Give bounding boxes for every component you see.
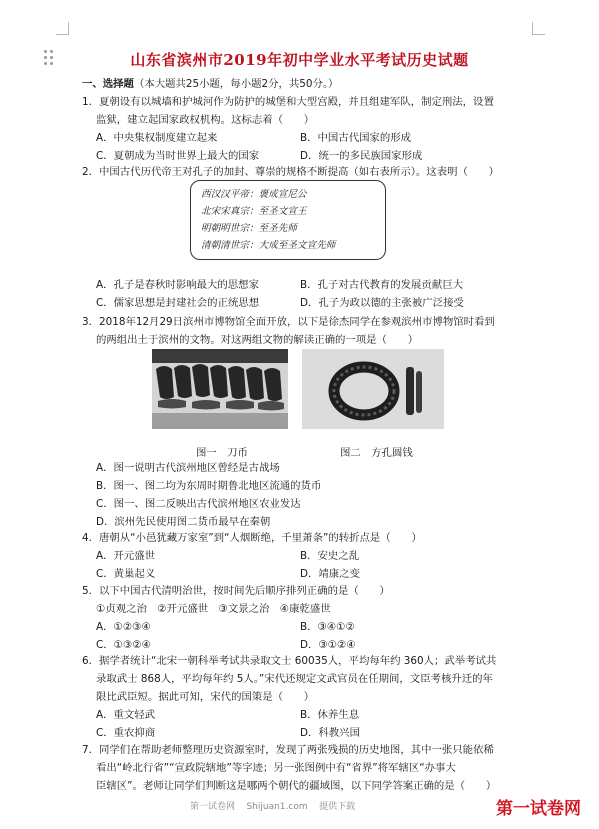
question-5-stem: 5．以下中国古代清明治世，按时间先后顺序排列正确的是（ ） bbox=[82, 585, 390, 597]
question-6-stem-cont: 限比武臣短。据此可知，宋代的国策是（ ） bbox=[96, 691, 315, 703]
question-2-stem: 2．中国古代历代帝王对孔子的加封、尊崇的规格不断提高（如右表所示）。这表明（ ） bbox=[82, 166, 500, 178]
page-corner-marker bbox=[532, 22, 545, 35]
title-entry: 明朝明世宗：至圣先师 bbox=[201, 223, 297, 234]
question-5-option-d[interactable]: D．③①②④ bbox=[300, 639, 356, 651]
question-1-stem: 1．夏朝设有以城墙和护城河作为防护的城堡和大型宫殿，并且组建军队，制定刑法，设置 bbox=[82, 96, 494, 108]
title-entry: 北宋宋真宗：至圣文宣王 bbox=[201, 206, 307, 217]
question-4-option-b[interactable]: B．安史之乱 bbox=[300, 550, 360, 562]
question-5-option-b[interactable]: B．③④①② bbox=[300, 621, 355, 633]
title-entry: 西汉汉平帝：褒成宣尼公 bbox=[201, 189, 307, 200]
question-4-option-c[interactable]: C．黄巢起义 bbox=[96, 568, 156, 580]
question-6-stem: 6．据学者统计“北宋一朝科举考试共录取文士 60035人，平均每年约 360人；武举考试共 bbox=[82, 655, 497, 667]
question-7-stem-cont: 看出“岭北行省”“宣政院辖地”等字迹；另一张图例中有“省界”将军辖区“办事大 bbox=[96, 762, 456, 774]
question-2-option-b[interactable]: B．孔子对古代教育的发展贡献巨大 bbox=[300, 279, 463, 291]
figure-2-caption: 图二 方孔圆钱 bbox=[340, 447, 413, 459]
question-4-option-d[interactable]: D．靖康之变 bbox=[300, 568, 360, 580]
question-5-items: ①贞观之治 ②开元盛世 ③文景之治 ④康乾盛世 bbox=[96, 603, 331, 615]
knife-coin-icon bbox=[152, 349, 288, 429]
question-5-option-a[interactable]: A．①②③④ bbox=[96, 621, 151, 633]
page-footer bbox=[190, 799, 355, 812]
question-3-stem-cont: 的两组出土于滨州的文物。对这两组文物的解读正确的一项是（ ） bbox=[96, 334, 419, 346]
question-2-option-d[interactable]: D．孔子为政以德的主张被广泛接受 bbox=[300, 297, 464, 309]
question-7-stem: 7．同学们在帮助老师整理历史资源室时，发现了两张残损的历史地图，其中一张只能依稀 bbox=[82, 744, 494, 756]
question-1-option-b[interactable]: B．中国古代国家的形成 bbox=[300, 132, 412, 144]
footer-url[interactable]: Shijuan1.com bbox=[246, 802, 308, 812]
question-6-option-d[interactable]: D．科教兴国 bbox=[300, 727, 360, 739]
question-1-option-a[interactable]: A．中央集权制度建立起来 bbox=[96, 132, 218, 144]
footer-site-name: 第一试卷网 bbox=[190, 802, 236, 812]
question-6-option-b[interactable]: B．休养生息 bbox=[300, 709, 360, 721]
knife-coins-photo bbox=[152, 349, 288, 429]
question-4-stem: 4．唐朝从“小邑犹藏万家室”到“人烟断绝，千里萧条”的转折点是（ ） bbox=[82, 532, 422, 544]
question-3-option-c[interactable]: C．图一、图二反映出古代滨州地区农业发达 bbox=[96, 498, 301, 510]
title-entry: 清朝清世宗：大成至圣文宣先师 bbox=[201, 240, 336, 251]
question-3-option-d[interactable]: D．滨州先民使用图二货币最早在秦朝 bbox=[96, 516, 271, 528]
question-6-option-a[interactable]: A．重文轻武 bbox=[96, 709, 156, 721]
question-6-stem-cont: 录取武士 868人，平均每年约 5人。”宋代还规定文武官员在任期间，文臣考核升迁的年 bbox=[96, 673, 493, 685]
question-1-option-c[interactable]: C．夏朝成为当时世界上最大的国家 bbox=[96, 150, 260, 162]
round-coin-icon bbox=[302, 349, 444, 429]
question-3-option-a[interactable]: A．图一说明古代滨州地区曾经是古战场 bbox=[96, 462, 280, 474]
brand-logo-text: 第一试卷网 bbox=[496, 799, 581, 819]
question-7-stem-cont: 臣辖区”。老师让同学们判断这是哪两个朝代的疆域图，以下同学答案正确的是（ ） bbox=[96, 780, 497, 792]
question-3-stem: 3．2018年12月29日滨州市博物馆全面开放，以下是徐杰同学在参观滨州市博物馆时看到 bbox=[82, 316, 495, 328]
question-5-option-c[interactable]: C．①③②④ bbox=[96, 639, 151, 651]
round-coins-photo bbox=[302, 349, 444, 429]
question-2-option-c[interactable]: C．儒家思想是封建社会的正统思想 bbox=[96, 297, 260, 309]
footer-note: 提供下载 bbox=[319, 802, 356, 812]
question-6-option-c[interactable]: C．重农抑商 bbox=[96, 727, 156, 739]
question-4-option-a[interactable]: A．开元盛世 bbox=[96, 550, 156, 562]
question-1-option-d[interactable]: D．统一的多民族国家形成 bbox=[300, 150, 423, 162]
question-1-stem-cont: 监狱，建立起国家政权机构。这标志着（ ） bbox=[96, 114, 315, 126]
question-3-option-b[interactable]: B．图一、图二均为东周时期鲁北地区流通的货币 bbox=[96, 480, 322, 492]
page-title: 山东省滨州市2019年初中学业水平考试历史试题 bbox=[130, 51, 469, 69]
figure-1-caption: 图一 刀币 bbox=[196, 447, 248, 459]
section-heading: 一、选择题（本大题共25小题，每小题2分，共50分。） bbox=[82, 78, 339, 90]
confucius-titles-box bbox=[190, 180, 386, 260]
page-corner-marker bbox=[56, 22, 69, 35]
question-2-option-a[interactable]: A．孔子是春秋时影响最大的思想家 bbox=[96, 279, 259, 291]
